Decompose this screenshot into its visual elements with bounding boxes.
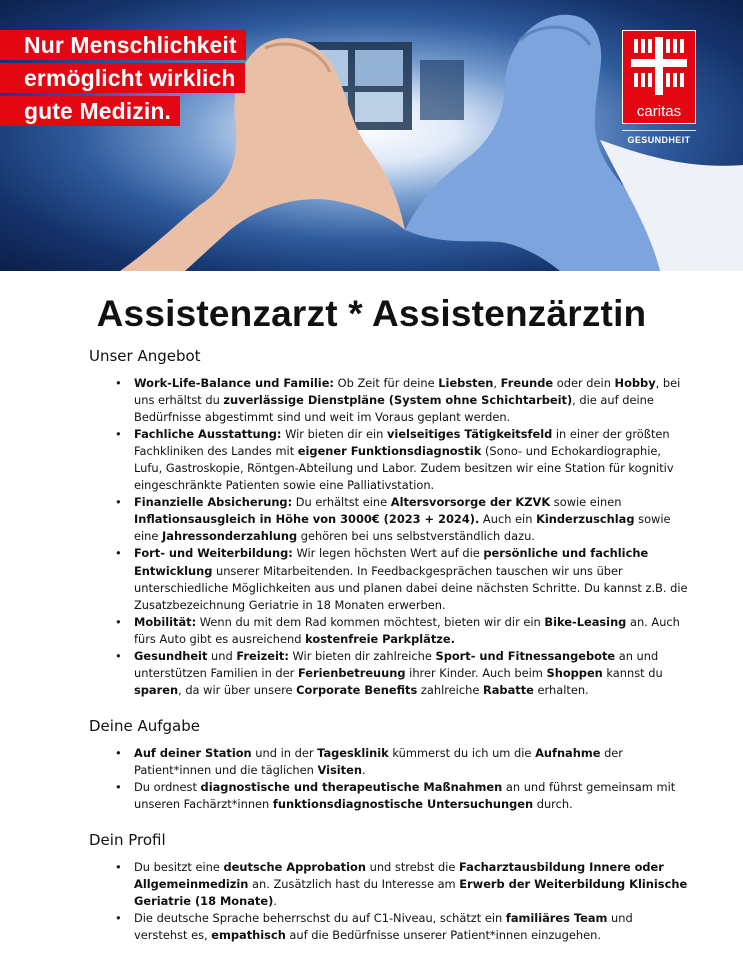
emphasis-text: Fort- und Weiterbildung:	[134, 546, 293, 561]
emphasis-text: Ferienbetreuung	[297, 665, 406, 680]
emphasis-text: kostenfreie Parkplätze.	[305, 631, 455, 646]
offer-list	[89, 375, 689, 699]
emphasis-text: Erwerb der Weiterbildung Klinische Geriatrie (18 Monate)	[134, 877, 688, 909]
emphasis-text: Hobby	[614, 376, 656, 390]
emphasis-text: Facharztausbildung Innere oder Allgemeinmedizin	[134, 860, 664, 892]
list-item: • Mobilität: Wenn du mit dem Rad kommen möchtest, bieten wir dir ein Bike-Leasing an. Auch fürs Auto gibt es ausreichend kostenfreie Parkplätze.	[134, 614, 689, 648]
section-heading-offer: Unser Angebot	[89, 347, 201, 365]
section-heading-profile: Dein Profil	[89, 831, 166, 850]
slogan-line-3: gute Medizin.	[0, 96, 180, 126]
emphasis-text: sparen	[134, 682, 179, 697]
emphasis-text: Bike-Leasing	[544, 614, 627, 629]
tasks-list	[89, 745, 689, 813]
slogan-line-1: Nur Menschlichkeit	[0, 30, 246, 60]
flame-cross-icon	[623, 31, 695, 101]
logo-divider	[622, 130, 696, 131]
list-item: • Finanzielle Absicherung: Du erhältst eine Altersvorsorge der KZVK sowie einen Inflationsausgleich in Höhe von 3000€ (2023 + 2024). Auch ein Kinderzuschlag sowie eine Jahressonderzahlung gehören bei uns selbstverständlich dazu.	[134, 494, 689, 545]
caritas-logo-subtext: GESUNDHEIT	[627, 135, 691, 145]
job-posting	[0, 293, 743, 944]
slogan	[0, 30, 246, 129]
list-item: • Du ordnest diagnostische und therapeutische Maßnahmen an und führst gemeinsam mit unseren Fachärzt*innen funktionsdiagnostische Untersuchungen durch.	[134, 779, 689, 813]
emphasis-text: empathisch	[211, 928, 286, 943]
emphasis-text: Freizeit:	[236, 648, 289, 663]
emphasis-text: funktionsdiagnostische Untersuchungen	[272, 797, 534, 812]
caritas-logo-text: caritas	[636, 103, 682, 120]
emphasis-text: Inflationsausgleich in Höhe von 3000€ (2023 + 2024).	[134, 512, 480, 527]
emphasis-text: Kinderzuschlag	[536, 512, 635, 527]
emphasis-text: Corporate Benefits	[296, 682, 418, 697]
list-item: • Du besitzt eine deutsche Approbation und strebst die Facharztausbildung Innere oder Allgemeinmedizin an. Zusätzlich hast du Interesse am Erwerb der Weiterbildung Klinische Geriatrie (18 Monate).	[134, 859, 689, 910]
list-item: • Die deutsche Sprache beherrschst du auf C1-Niveau, schätzt ein familiäres Team und verstehst es, empathisch auf die Bedürfnisse unserer Patient*innen einzugehen.	[134, 910, 689, 944]
section-heading-tasks: Deine Aufgabe	[89, 716, 200, 735]
emphasis-text: zuverlässige Dienstpläne (System ohne Schichtarbeit)	[223, 393, 573, 408]
emphasis-text: Visiten	[317, 762, 362, 777]
emphasis-text: Sport- und Fitnessangebote	[435, 648, 616, 663]
emphasis-text: diagnostische und therapeutische Maßnahmen	[200, 779, 503, 794]
page-title: Assistenzarzt * Assistenzärztin	[96, 293, 647, 334]
emphasis-text: Tagesklinik	[317, 745, 389, 760]
list-item: • Fachliche Ausstattung: Wir bieten dir ein vielseitiges Tätigkeitsfeld in einer der größten Fachkliniken des Landes mit eigener Funktionsdiagnostik (Sono- und Echokardiographie, Lufu, Gastroskopie, Röntgen-Abteilung und Labor. Zudem besitzen wir eine Station für kognitiv eingeschränkte Patienten sowie eine Palliativstation.	[134, 426, 689, 494]
list-item: • Auf deiner Station und in der Tagesklinik kümmerst du ich um die Aufnahme der Patient*innen und die täglichen Visiten.	[134, 745, 689, 779]
slogan-line-2: ermöglicht wirklich	[0, 63, 245, 93]
emphasis-text: Shoppen	[546, 665, 603, 680]
header-banner	[0, 0, 743, 271]
emphasis-text: Finanzielle Absicherung:	[134, 495, 293, 510]
emphasis-text: Mobilität:	[134, 614, 197, 629]
emphasis-text: familiäres Team	[505, 911, 608, 926]
emphasis-text: Jahressonderzahlung	[162, 529, 298, 544]
emphasis-text: eigener Funktionsdiagnostik	[297, 444, 482, 459]
emphasis-text: deutsche Approbation	[223, 860, 366, 875]
caritas-logo-mark	[622, 30, 696, 124]
profile-list	[89, 859, 689, 944]
emphasis-text: Freunde	[500, 376, 554, 390]
emphasis-text: Gesundheit	[134, 648, 208, 663]
emphasis-text: Work-Life-Balance und Familie:	[134, 376, 334, 390]
caritas-logo	[622, 30, 696, 145]
list-item: • Gesundheit und Freizeit: Wir bieten dir zahlreiche Sport- und Fitnessangebote an und unterstützen Familien in der Ferienbetreuung ihrer Kinder. Auch beim Shoppen kannst du sparen, da wir über unsere Corporate Benefits zahlreiche Rabatte erhalten.	[134, 648, 689, 699]
emphasis-text: Rabatte	[482, 682, 534, 697]
list-item: • Work-Life-Balance und Familie: Ob Zeit für deine Liebsten, Freunde oder dein Hobby, bei uns erhältst du zuverlässige Dienstpläne (System ohne Schichtarbeit), die auf deine Bedürfnisse abgestimmt sind und weit im Voraus geplant werden.	[134, 375, 689, 426]
emphasis-text: Aufnahme	[535, 745, 601, 760]
emphasis-text: Liebsten	[438, 376, 494, 390]
emphasis-text: Fachliche Ausstattung:	[134, 427, 282, 442]
emphasis-text: Altersvorsorge der KZVK	[390, 495, 551, 510]
emphasis-text: vielseitiges Tätigkeitsfeld	[387, 427, 553, 442]
emphasis-text: Auf deiner Station	[134, 745, 252, 760]
list-item: • Fort- und Weiterbildung: Wir legen höchsten Wert auf die persönliche und fachliche Entwicklung unserer Mitarbeitenden. In Feedbackgesprächen tauschen wir uns über unterschiedliche Möglichkeiten aus und planen dabei deine nächsten Schritte. Du kannst z.B. die Zusatzbezeichnung Geriatrie in 18 Monaten erwerben.	[134, 545, 689, 613]
emphasis-text: persönliche und fachliche Entwicklung	[134, 546, 649, 578]
